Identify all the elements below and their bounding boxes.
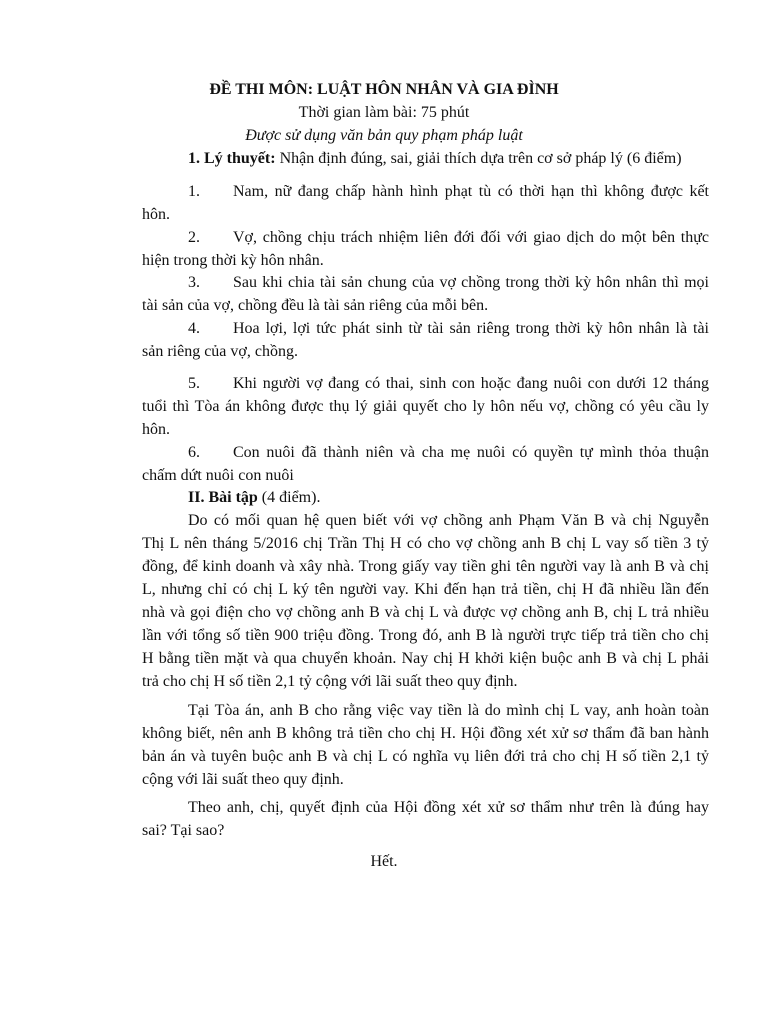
exercise-question-line: Theo anh, chị, quyết định của Hội đồng xét xử sơ thẩm như trên là đúng hay	[188, 799, 709, 816]
exercise-para1-line: đồng, để kinh doanh và xây nhà. Trong giấy vay tiền ghi tên người vay là anh B và chị	[142, 558, 709, 575]
exercise-heading-text: (4 điểm).	[257, 489, 321, 506]
exercise-para2-line: không biết, nên anh B không trả tiền cho chị H. Hội đồng xét xử sơ thẩm đã ban hành	[142, 725, 709, 742]
exercise-para1-line: Thị L nên tháng 5/2016 chị Trần Thị H có cho vợ chồng anh B chị L vay số tiền 3 tỷ	[142, 535, 709, 552]
theory-item-6	[142, 442, 709, 464]
exercise-para1-line: nhà và gọi điện cho vợ chồng anh B và chị L và được vợ chồng anh B, chị L trả nhiều	[142, 604, 709, 621]
exercise-heading-label: II. Bài tập	[188, 489, 258, 506]
exercise-heading	[188, 487, 709, 509]
theory-item-1	[142, 181, 709, 203]
item-text: Vợ, chồng chịu trách nhiệm liên đới đối với giao dịch do một bên thực	[233, 229, 709, 246]
theory-item-1-cont: hôn.	[142, 206, 170, 223]
theory-heading-label: 1. Lý thuyết:	[188, 150, 276, 167]
exercise-para2-line: cộng với lãi suất theo quy định.	[142, 771, 344, 788]
theory-item-4	[142, 318, 709, 340]
item-number: 5.	[188, 375, 200, 392]
theory-item-5	[142, 373, 709, 395]
item-number: 6.	[188, 444, 200, 461]
theory-heading	[188, 148, 709, 170]
theory-item-2-cont: hiện trong thời kỳ hôn nhân.	[142, 252, 324, 269]
exercise-para1-line: Do có mối quan hệ quen biết với vợ chồng anh Phạm Văn B và chị Nguyễn	[188, 512, 709, 529]
item-number: 1.	[188, 183, 200, 200]
theory-item-4-cont: sản riêng của vợ, chồng.	[142, 343, 298, 360]
end-mark: Hết.	[370, 853, 398, 870]
exam-time: Thời gian làm bài: 75 phút	[298, 104, 470, 121]
item-text: Khi người vợ đang có thai, sinh con hoặc đang nuôi con dưới 12 tháng	[233, 375, 709, 392]
theory-item-3	[142, 272, 709, 294]
exercise-para2-line: bản án và tuyên buộc anh B và chị L có nghĩa vụ liên đới trả cho chị H số tiền 2,1 tỷ	[142, 748, 709, 765]
item-text: Con nuôi đã thành niên và cha mẹ nuôi có quyền tự mình thỏa thuận	[233, 444, 709, 461]
theory-item-2	[142, 227, 709, 249]
theory-item-5-cont2: hôn.	[142, 421, 170, 438]
item-text: Hoa lợi, lợi tức phát sinh từ tài sản riêng trong thời kỳ hôn nhân là tài	[233, 320, 709, 337]
theory-heading-text: Nhận định đúng, sai, giải thích dựa trên cơ sở pháp lý (6 điểm)	[275, 150, 682, 167]
item-text: Sau khi chia tài sản chung của vợ chồng trong thời kỳ hôn nhân thì mọi	[233, 274, 709, 291]
exercise-question-line: sai? Tại sao?	[142, 822, 225, 839]
theory-item-3-cont: tài sản của vợ, chồng đều là tài sản riêng của mỗi bên.	[142, 297, 489, 314]
theory-item-6-cont: chấm dứt nuôi con nuôi	[142, 467, 294, 484]
item-number: 3.	[188, 274, 200, 291]
exam-title: ĐỀ THI MÔN: LUẬT HÔN NHÂN VÀ GIA ĐÌNH	[209, 81, 559, 98]
exercise-para1-line: trả cho chị H số tiền 2,1 tỷ cộng với lãi suất theo quy định.	[142, 673, 518, 690]
exam-note: Được sử dụng văn bản quy phạm pháp luật	[245, 127, 523, 144]
exercise-para1-line: L, nhưng chỉ có chị L ký tên người vay. Khi đến hạn trả tiền, chị H đã nhiều lần đến	[142, 581, 709, 598]
exercise-para1-line: H bằng tiền mặt và qua chuyển khoản. Nay chị H khởi kiện buộc anh B và chị L phải	[142, 650, 709, 667]
item-number: 2.	[188, 229, 200, 246]
item-number: 4.	[188, 320, 200, 337]
item-text: Nam, nữ đang chấp hành hình phạt tù có thời hạn thì không được kết	[233, 183, 709, 200]
exercise-para1-line: lần với tổng số tiền 900 triệu đồng. Trong đó, anh B là người trực tiếp trả tiền cho chị	[142, 627, 709, 644]
theory-item-5-cont: tuổi thì Tòa án không được thụ lý giải quyết cho ly hôn nếu vợ, chồng có yêu cầu ly	[142, 398, 709, 415]
exercise-para2-line: Tại Tòa án, anh B cho rằng việc vay tiền là do mình chị L vay, anh hoàn toàn	[188, 702, 709, 719]
